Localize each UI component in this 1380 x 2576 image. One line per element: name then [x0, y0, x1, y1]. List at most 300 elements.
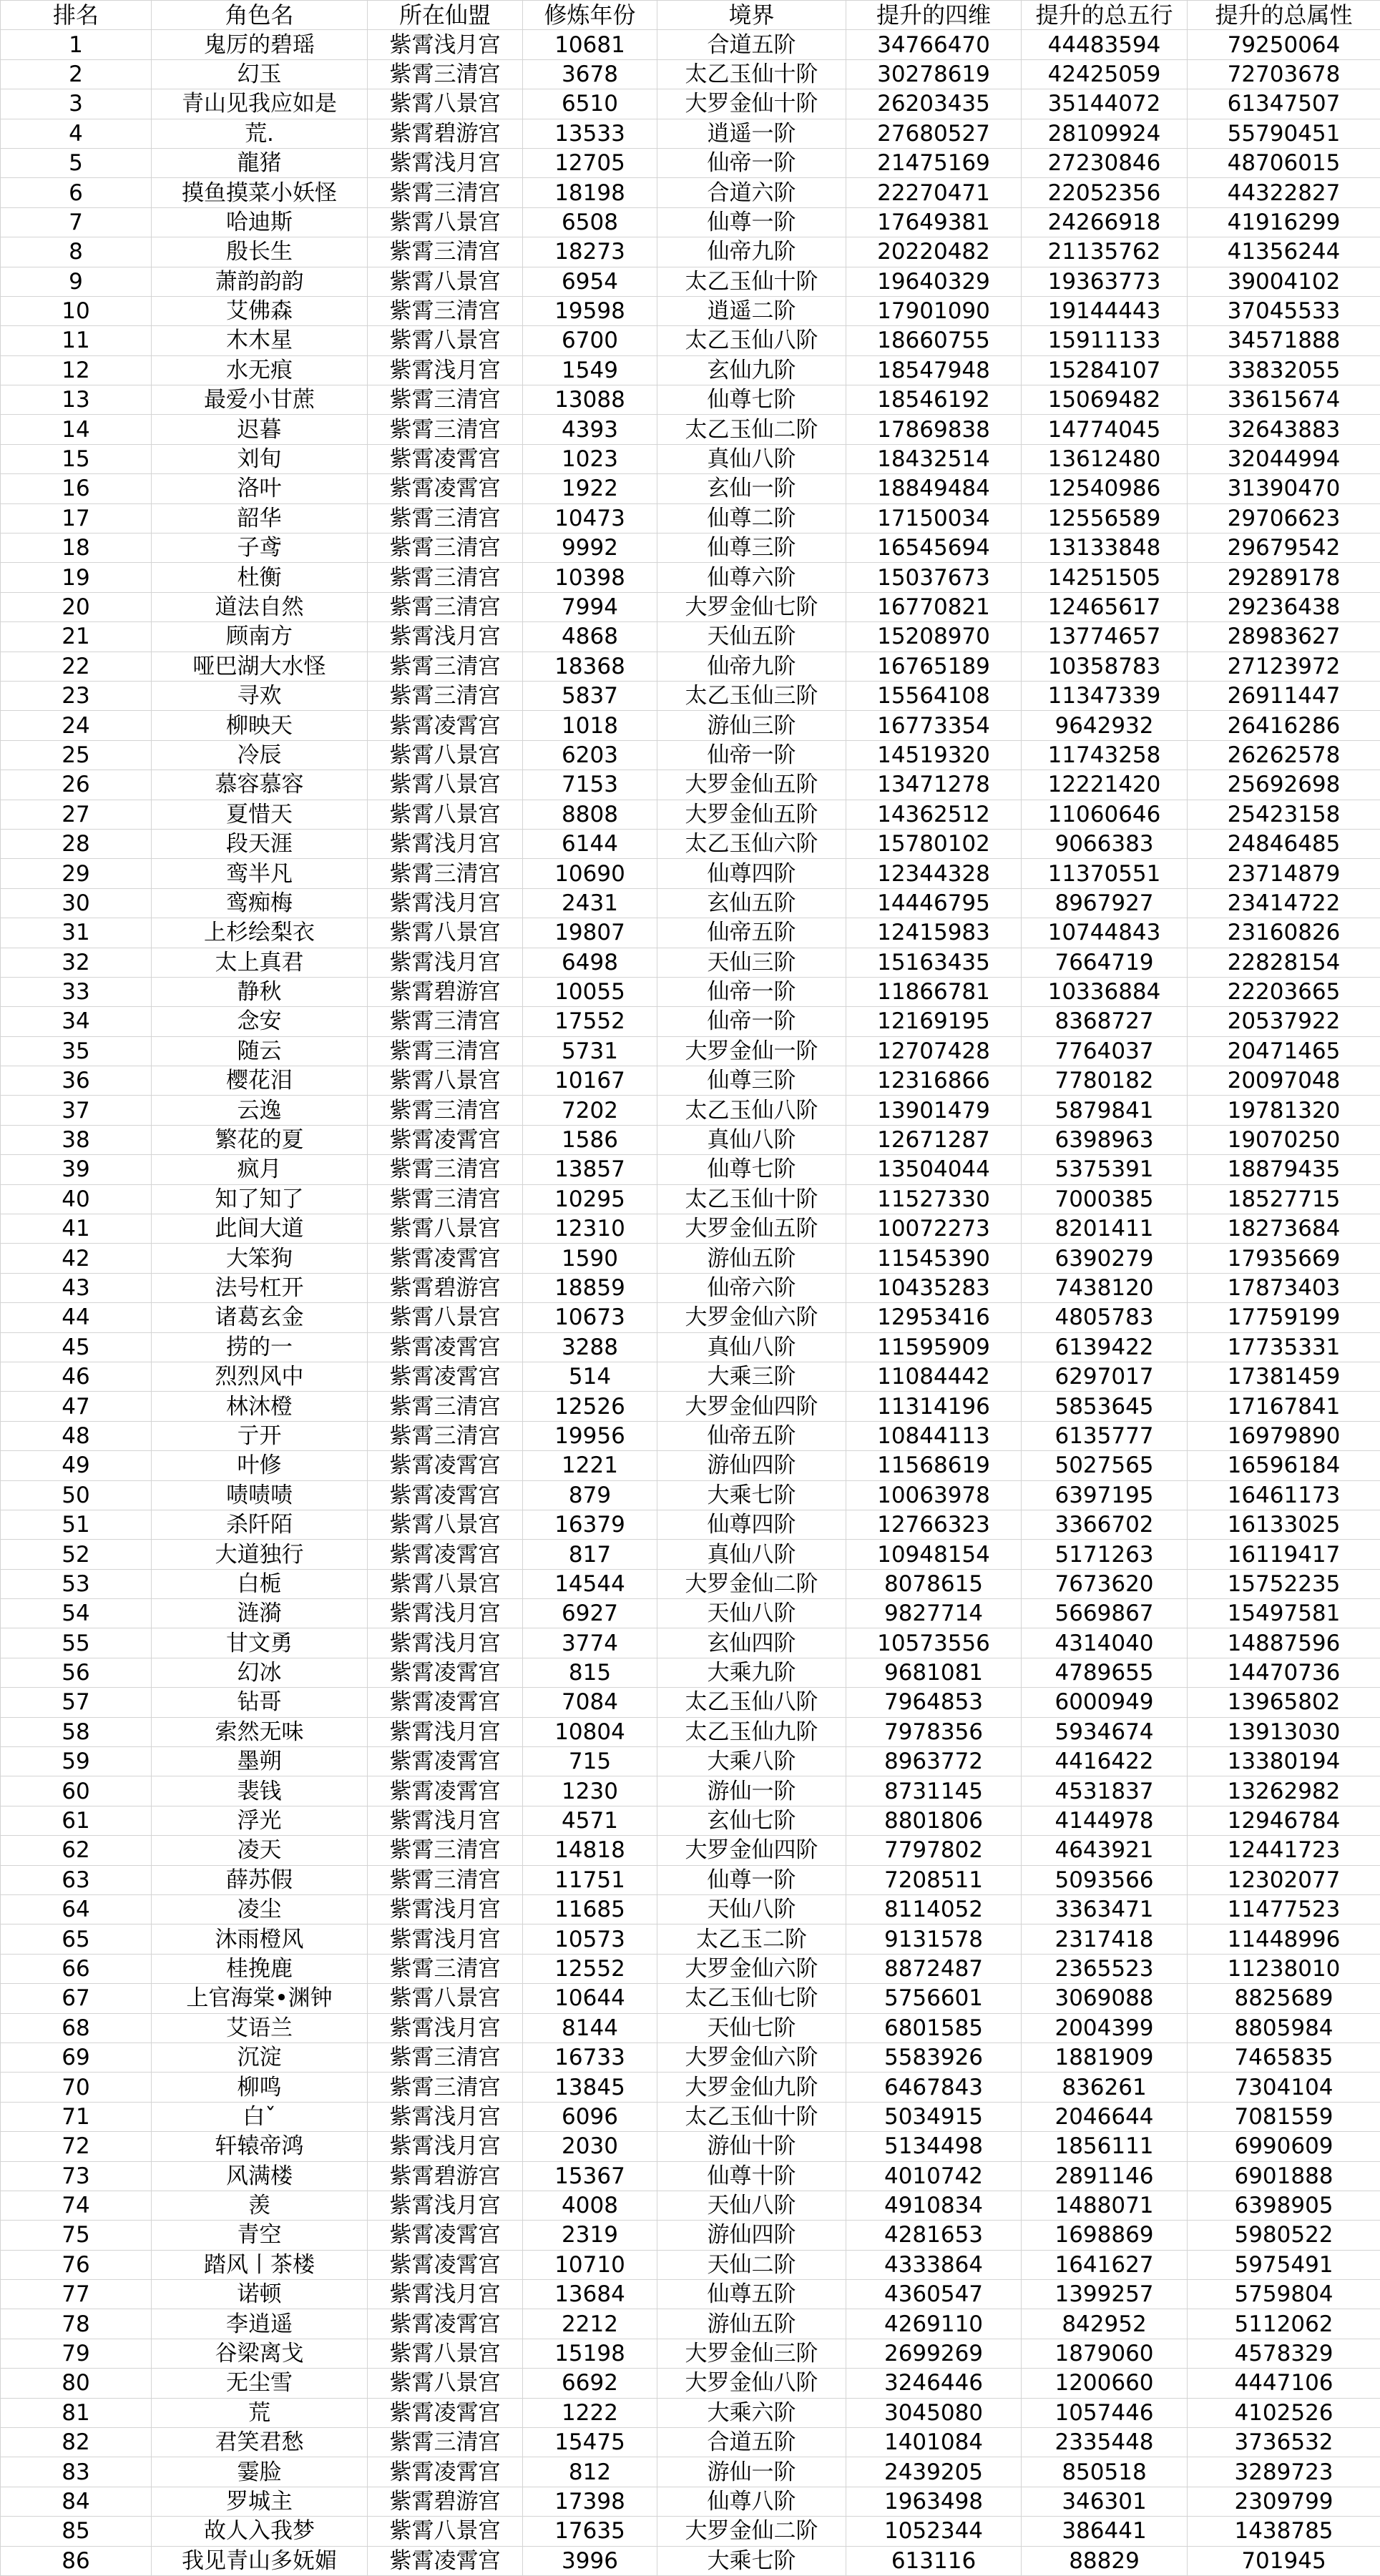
cell-character-name: 哈迪斯 — [152, 207, 368, 237]
cell-four-stats-gain: 2439205 — [846, 2457, 1022, 2487]
header-realm: 境界 — [657, 1, 846, 30]
cell-four-stats-gain: 613116 — [846, 2546, 1022, 2575]
cell-total-attributes-gain: 44322827 — [1188, 178, 1380, 207]
table-row — [1, 770, 1380, 800]
cell-five-elements-gain: 7664719 — [1022, 948, 1188, 977]
cell-total-attributes-gain: 31390470 — [1188, 474, 1380, 503]
cell-cultivation-years: 2319 — [523, 2221, 657, 2250]
cell-cultivation-years: 18198 — [523, 178, 657, 207]
cell-four-stats-gain: 11568619 — [846, 1451, 1022, 1480]
header-total-attributes-gain: 提升的总属性 — [1188, 1, 1380, 30]
cell-character-name: 艾佛森 — [152, 296, 368, 325]
cell-alliance: 紫霄三清宫 — [368, 681, 523, 710]
cell-four-stats-gain: 14362512 — [846, 800, 1022, 829]
cell-rank: 57 — [1, 1688, 152, 1717]
header-character-name: 角色名 — [152, 1, 368, 30]
cell-five-elements-gain: 5669867 — [1022, 1599, 1188, 1628]
cell-realm: 仙尊一阶 — [657, 1865, 846, 1894]
cell-rank: 82 — [1, 2428, 152, 2457]
table-row — [1, 1155, 1380, 1184]
table-row — [1, 2487, 1380, 2516]
cell-alliance: 紫霄浅月宫 — [368, 948, 523, 977]
cell-cultivation-years: 14818 — [523, 1836, 657, 1865]
cell-five-elements-gain: 8201411 — [1022, 1214, 1188, 1244]
cell-four-stats-gain: 12344328 — [846, 859, 1022, 888]
cell-five-elements-gain: 9066383 — [1022, 829, 1188, 858]
cell-total-attributes-gain: 3736532 — [1188, 2428, 1380, 2457]
cell-character-name: 烈烈风中 — [152, 1362, 368, 1391]
cell-five-elements-gain: 1698869 — [1022, 2221, 1188, 2250]
cell-alliance: 紫霄浅月宫 — [368, 1895, 523, 1924]
cell-alliance: 紫霄碧游宫 — [368, 977, 523, 1006]
cell-alliance: 紫霄三清宫 — [368, 1421, 523, 1450]
cell-character-name: 君笑君愁 — [152, 2428, 368, 2457]
cell-rank: 25 — [1, 740, 152, 770]
cell-rank: 86 — [1, 2546, 152, 2575]
cell-alliance: 紫霄八景宫 — [368, 800, 523, 829]
cell-cultivation-years: 1018 — [523, 711, 657, 740]
cell-five-elements-gain: 2046644 — [1022, 2102, 1188, 2131]
cell-realm: 大罗金仙三阶 — [657, 2339, 846, 2368]
cell-five-elements-gain: 3069088 — [1022, 1984, 1188, 2013]
cell-realm: 大乘七阶 — [657, 1480, 846, 1510]
cell-four-stats-gain: 4281653 — [846, 2221, 1022, 2250]
cell-character-name: 凌天 — [152, 1836, 368, 1865]
cell-total-attributes-gain: 24846485 — [1188, 829, 1380, 858]
cell-character-name: 殷长生 — [152, 237, 368, 267]
table-row — [1, 2250, 1380, 2279]
table-row — [1, 178, 1380, 207]
cell-five-elements-gain: 4531837 — [1022, 1776, 1188, 1806]
cell-five-elements-gain: 7764037 — [1022, 1036, 1188, 1066]
cell-character-name: 木木星 — [152, 326, 368, 355]
cell-total-attributes-gain: 72703678 — [1188, 59, 1380, 89]
cell-five-elements-gain: 42425059 — [1022, 59, 1188, 89]
cell-rank: 6 — [1, 178, 152, 207]
cell-total-attributes-gain: 18527715 — [1188, 1184, 1380, 1214]
cell-four-stats-gain: 19640329 — [846, 267, 1022, 296]
cell-cultivation-years: 1586 — [523, 1125, 657, 1154]
cell-four-stats-gain: 16545694 — [846, 534, 1022, 563]
cell-five-elements-gain: 5853645 — [1022, 1392, 1188, 1421]
cell-rank: 46 — [1, 1362, 152, 1391]
cell-four-stats-gain: 5134498 — [846, 2132, 1022, 2161]
cell-alliance: 紫霄八景宫 — [368, 2517, 523, 2546]
cell-rank: 75 — [1, 2221, 152, 2250]
cell-cultivation-years: 10690 — [523, 859, 657, 888]
cell-character-name: 水无痕 — [152, 355, 368, 385]
cell-total-attributes-gain: 16461173 — [1188, 1480, 1380, 1510]
cell-total-attributes-gain: 11448996 — [1188, 1924, 1380, 1954]
table-row — [1, 1688, 1380, 1717]
cell-cultivation-years: 7153 — [523, 770, 657, 800]
cell-four-stats-gain: 4360547 — [846, 2280, 1022, 2309]
cell-total-attributes-gain: 7465835 — [1188, 2042, 1380, 2072]
cell-four-stats-gain: 11866781 — [846, 977, 1022, 1006]
cell-realm: 天仙八阶 — [657, 1599, 846, 1628]
cell-cultivation-years: 1549 — [523, 355, 657, 385]
table-row — [1, 681, 1380, 710]
cell-total-attributes-gain: 8805984 — [1188, 2013, 1380, 2042]
cell-alliance: 紫霄八景宫 — [368, 326, 523, 355]
cell-five-elements-gain: 1057446 — [1022, 2398, 1188, 2427]
cell-alliance: 紫霄浅月宫 — [368, 1717, 523, 1746]
cell-cultivation-years: 10573 — [523, 1924, 657, 1954]
cell-five-elements-gain: 19363773 — [1022, 267, 1188, 296]
cell-rank: 2 — [1, 59, 152, 89]
cell-four-stats-gain: 11527330 — [846, 1184, 1022, 1214]
cell-rank: 84 — [1, 2487, 152, 2516]
cell-alliance: 紫霄浅月宫 — [368, 622, 523, 652]
cell-alliance: 紫霄三清宫 — [368, 1836, 523, 1865]
cell-four-stats-gain: 8872487 — [846, 1954, 1022, 1983]
table-row — [1, 2546, 1380, 2575]
cell-cultivation-years: 3996 — [523, 2546, 657, 2575]
cell-realm: 游仙一阶 — [657, 1776, 846, 1806]
cell-five-elements-gain: 5093566 — [1022, 1865, 1188, 1894]
cell-character-name: 段天涯 — [152, 829, 368, 858]
cell-realm: 大罗金仙四阶 — [657, 1392, 846, 1421]
cell-five-elements-gain: 14251505 — [1022, 563, 1188, 592]
cell-total-attributes-gain: 16119417 — [1188, 1540, 1380, 1569]
cell-alliance: 紫霄八景宫 — [368, 918, 523, 948]
cell-alliance: 紫霄浅月宫 — [368, 30, 523, 59]
cell-four-stats-gain: 12671287 — [846, 1125, 1022, 1154]
cell-four-stats-gain: 13471278 — [846, 770, 1022, 800]
cell-five-elements-gain: 7673620 — [1022, 1569, 1188, 1598]
cell-four-stats-gain: 12707428 — [846, 1036, 1022, 1066]
table-row — [1, 563, 1380, 592]
cell-four-stats-gain: 22270471 — [846, 178, 1022, 207]
cell-rank: 23 — [1, 681, 152, 710]
cell-four-stats-gain: 7208511 — [846, 1865, 1022, 1894]
cell-character-name: 无尘雪 — [152, 2369, 368, 2398]
cell-cultivation-years: 18368 — [523, 652, 657, 681]
cell-four-stats-gain: 17869838 — [846, 415, 1022, 444]
cell-rank: 69 — [1, 2042, 152, 2072]
cell-total-attributes-gain: 23160826 — [1188, 918, 1380, 948]
cell-realm: 游仙一阶 — [657, 2457, 846, 2487]
cell-total-attributes-gain: 12302077 — [1188, 1865, 1380, 1894]
cell-five-elements-gain: 7780182 — [1022, 1066, 1188, 1096]
cell-rank: 20 — [1, 592, 152, 621]
cell-rank: 50 — [1, 1480, 152, 1510]
cell-realm: 太乙玉仙八阶 — [657, 1688, 846, 1717]
cell-rank: 64 — [1, 1895, 152, 1924]
cell-alliance: 紫霄凌霄宫 — [368, 2221, 523, 2250]
cell-five-elements-gain: 11347339 — [1022, 681, 1188, 710]
cell-character-name: 艾语兰 — [152, 2013, 368, 2042]
cell-rank: 34 — [1, 1007, 152, 1036]
cell-character-name: 迟暮 — [152, 415, 368, 444]
cell-four-stats-gain: 11595909 — [846, 1332, 1022, 1362]
table-row — [1, 1806, 1380, 1835]
cell-four-stats-gain: 16770821 — [846, 592, 1022, 621]
cell-rank: 21 — [1, 622, 152, 652]
cell-character-name: 摸鱼摸菜小妖怪 — [152, 178, 368, 207]
cell-realm: 仙帝一阶 — [657, 1007, 846, 1036]
cell-alliance: 紫霄三清宫 — [368, 503, 523, 533]
cell-four-stats-gain: 4010742 — [846, 2161, 1022, 2191]
cell-alliance: 紫霄浅月宫 — [368, 355, 523, 385]
cell-realm: 仙帝九阶 — [657, 237, 846, 267]
cell-total-attributes-gain: 17735331 — [1188, 1332, 1380, 1362]
cell-total-attributes-gain: 26262578 — [1188, 740, 1380, 770]
table-row — [1, 1510, 1380, 1539]
cell-five-elements-gain: 1641627 — [1022, 2250, 1188, 2279]
cell-rank: 83 — [1, 2457, 152, 2487]
cell-cultivation-years: 16733 — [523, 2042, 657, 2072]
cell-realm: 太乙玉仙十阶 — [657, 1184, 846, 1214]
cell-realm: 大罗金仙六阶 — [657, 2042, 846, 2072]
cell-character-name: 轩辕帝鸿 — [152, 2132, 368, 2161]
cell-cultivation-years: 18859 — [523, 1273, 657, 1302]
table-row — [1, 89, 1380, 119]
cell-realm: 大罗金仙八阶 — [657, 2369, 846, 2398]
cell-five-elements-gain: 6297017 — [1022, 1362, 1188, 1391]
cell-total-attributes-gain: 29679542 — [1188, 534, 1380, 563]
cell-cultivation-years: 6510 — [523, 89, 657, 119]
cell-realm: 仙帝五阶 — [657, 1421, 846, 1450]
cell-cultivation-years: 4008 — [523, 2191, 657, 2220]
cell-rank: 62 — [1, 1836, 152, 1865]
cell-character-name: 太上真君 — [152, 948, 368, 977]
cell-realm: 真仙八阶 — [657, 1125, 846, 1154]
cell-character-name: 顾南方 — [152, 622, 368, 652]
cell-realm: 仙帝一阶 — [657, 977, 846, 1006]
cell-four-stats-gain: 17150034 — [846, 503, 1022, 533]
cell-realm: 天仙八阶 — [657, 2191, 846, 2220]
cell-alliance: 紫霄八景宫 — [368, 2369, 523, 2398]
table-row — [1, 2013, 1380, 2042]
cell-alliance: 紫霄凌霄宫 — [368, 2398, 523, 2427]
cell-five-elements-gain: 10336884 — [1022, 977, 1188, 1006]
cell-four-stats-gain: 15037673 — [846, 563, 1022, 592]
table-row — [1, 592, 1380, 621]
cell-cultivation-years: 2212 — [523, 2309, 657, 2339]
cell-cultivation-years: 1221 — [523, 1451, 657, 1480]
table-row — [1, 59, 1380, 89]
cell-four-stats-gain: 5034915 — [846, 2102, 1022, 2131]
cell-rank: 33 — [1, 977, 152, 1006]
cell-realm: 太乙玉仙九阶 — [657, 1717, 846, 1746]
cell-total-attributes-gain: 29706623 — [1188, 503, 1380, 533]
cell-total-attributes-gain: 34571888 — [1188, 326, 1380, 355]
cell-total-attributes-gain: 17935669 — [1188, 1244, 1380, 1273]
cell-realm: 大罗金仙六阶 — [657, 1954, 846, 1983]
cell-realm: 太乙玉仙六阶 — [657, 829, 846, 858]
table-row — [1, 800, 1380, 829]
cell-rank: 74 — [1, 2191, 152, 2220]
cell-five-elements-gain: 10358783 — [1022, 652, 1188, 681]
table-row — [1, 2221, 1380, 2250]
cell-cultivation-years: 17635 — [523, 2517, 657, 2546]
cell-alliance: 紫霄三清宫 — [368, 592, 523, 621]
cell-rank: 12 — [1, 355, 152, 385]
cell-five-elements-gain: 13774657 — [1022, 622, 1188, 652]
cell-character-name: 洛叶 — [152, 474, 368, 503]
cell-five-elements-gain: 2335448 — [1022, 2428, 1188, 2457]
cell-five-elements-gain: 6397195 — [1022, 1480, 1188, 1510]
cell-total-attributes-gain: 6990609 — [1188, 2132, 1380, 2161]
cell-realm: 仙帝九阶 — [657, 652, 846, 681]
cell-cultivation-years: 514 — [523, 1362, 657, 1391]
cell-total-attributes-gain: 4447106 — [1188, 2369, 1380, 2398]
cell-four-stats-gain: 14446795 — [846, 888, 1022, 918]
table-row — [1, 1599, 1380, 1628]
cell-alliance: 紫霄凌霄宫 — [368, 2250, 523, 2279]
cell-rank: 48 — [1, 1421, 152, 1450]
cell-cultivation-years: 3774 — [523, 1628, 657, 1658]
cell-four-stats-gain: 18432514 — [846, 444, 1022, 473]
table-row — [1, 1776, 1380, 1806]
cell-five-elements-gain: 12540986 — [1022, 474, 1188, 503]
cell-realm: 玄仙五阶 — [657, 888, 846, 918]
cell-total-attributes-gain: 5759804 — [1188, 2280, 1380, 2309]
cell-five-elements-gain: 4643921 — [1022, 1836, 1188, 1865]
cell-character-name: 萧韵韵韵 — [152, 267, 368, 296]
cell-rank: 14 — [1, 415, 152, 444]
cell-total-attributes-gain: 7081559 — [1188, 2102, 1380, 2131]
cell-alliance: 紫霄八景宫 — [368, 1303, 523, 1332]
cell-character-name: 樱花泪 — [152, 1066, 368, 1096]
cell-four-stats-gain: 17649381 — [846, 207, 1022, 237]
cell-character-name: 大笨狗 — [152, 1244, 368, 1273]
cell-cultivation-years: 6927 — [523, 1599, 657, 1628]
cell-rank: 24 — [1, 711, 152, 740]
cell-four-stats-gain: 8114052 — [846, 1895, 1022, 1924]
table-row — [1, 444, 1380, 473]
table-row — [1, 2369, 1380, 2398]
cell-four-stats-gain: 12415983 — [846, 918, 1022, 948]
cell-cultivation-years: 10167 — [523, 1066, 657, 1096]
cell-four-stats-gain: 13504044 — [846, 1155, 1022, 1184]
cell-five-elements-gain: 4144978 — [1022, 1806, 1188, 1835]
cell-realm: 真仙八阶 — [657, 1540, 846, 1569]
cell-rank: 40 — [1, 1184, 152, 1214]
cell-cultivation-years: 12705 — [523, 148, 657, 177]
cell-character-name: 龍猪 — [152, 148, 368, 177]
cell-cultivation-years: 6508 — [523, 207, 657, 237]
cell-alliance: 紫霄八景宫 — [368, 770, 523, 800]
cell-five-elements-gain: 1200660 — [1022, 2369, 1188, 2398]
table-row — [1, 2309, 1380, 2339]
cell-four-stats-gain: 11314196 — [846, 1392, 1022, 1421]
header-four-stats-gain: 提升的四维 — [846, 1, 1022, 30]
cell-total-attributes-gain: 16133025 — [1188, 1510, 1380, 1539]
cell-alliance: 紫霄凌霄宫 — [368, 444, 523, 473]
cell-cultivation-years: 10804 — [523, 1717, 657, 1746]
cell-total-attributes-gain: 39004102 — [1188, 267, 1380, 296]
table-row — [1, 1214, 1380, 1244]
cell-four-stats-gain: 8963772 — [846, 1747, 1022, 1776]
cell-five-elements-gain: 21135762 — [1022, 237, 1188, 267]
cell-total-attributes-gain: 61347507 — [1188, 89, 1380, 119]
cell-four-stats-gain: 9131578 — [846, 1924, 1022, 1954]
cell-total-attributes-gain: 48706015 — [1188, 148, 1380, 177]
cell-realm: 太乙玉仙三阶 — [657, 681, 846, 710]
cell-realm: 大乘三阶 — [657, 1362, 846, 1391]
cell-alliance: 紫霄凌霄宫 — [368, 1658, 523, 1687]
cell-realm: 仙尊三阶 — [657, 1066, 846, 1096]
cell-five-elements-gain: 4416422 — [1022, 1747, 1188, 1776]
table-row — [1, 207, 1380, 237]
cell-total-attributes-gain: 7304104 — [1188, 2073, 1380, 2102]
cell-five-elements-gain: 8368727 — [1022, 1007, 1188, 1036]
cell-cultivation-years: 10644 — [523, 1984, 657, 2013]
cell-four-stats-gain: 5583926 — [846, 2042, 1022, 2072]
cell-cultivation-years: 10473 — [523, 503, 657, 533]
cell-five-elements-gain: 14774045 — [1022, 415, 1188, 444]
cell-realm: 天仙五阶 — [657, 622, 846, 652]
cell-alliance: 紫霄三清宫 — [368, 563, 523, 592]
cell-total-attributes-gain: 5980522 — [1188, 2221, 1380, 2250]
cell-total-attributes-gain: 4578329 — [1188, 2339, 1380, 2368]
cell-rank: 72 — [1, 2132, 152, 2161]
cell-total-attributes-gain: 4102526 — [1188, 2398, 1380, 2427]
cell-total-attributes-gain: 32643883 — [1188, 415, 1380, 444]
cell-realm: 大罗金仙四阶 — [657, 1836, 846, 1865]
cell-realm: 仙尊四阶 — [657, 859, 846, 888]
cell-realm: 大罗金仙六阶 — [657, 1303, 846, 1332]
cell-five-elements-gain: 13612480 — [1022, 444, 1188, 473]
cell-rank: 28 — [1, 829, 152, 858]
cell-alliance: 紫霄三清宫 — [368, 652, 523, 681]
cell-four-stats-gain: 15780102 — [846, 829, 1022, 858]
table-row — [1, 1540, 1380, 1569]
cell-alliance: 紫霄三清宫 — [368, 1865, 523, 1894]
cell-five-elements-gain: 836261 — [1022, 2073, 1188, 2102]
cell-four-stats-gain: 30278619 — [846, 59, 1022, 89]
cell-cultivation-years: 6700 — [523, 326, 657, 355]
cell-four-stats-gain: 14519320 — [846, 740, 1022, 770]
cell-rank: 47 — [1, 1392, 152, 1421]
cell-four-stats-gain: 3246446 — [846, 2369, 1022, 2398]
cell-four-stats-gain: 20220482 — [846, 237, 1022, 267]
cell-rank: 13 — [1, 385, 152, 415]
cell-four-stats-gain: 8731145 — [846, 1776, 1022, 1806]
cell-rank: 31 — [1, 918, 152, 948]
cell-five-elements-gain: 5879841 — [1022, 1096, 1188, 1125]
cell-five-elements-gain: 44483594 — [1022, 30, 1188, 59]
cell-five-elements-gain: 1881909 — [1022, 2042, 1188, 2072]
cell-character-name: 甘文勇 — [152, 1628, 368, 1658]
table-row — [1, 1332, 1380, 1362]
cell-total-attributes-gain: 41356244 — [1188, 237, 1380, 267]
cell-realm: 大罗金仙九阶 — [657, 2073, 846, 2102]
table-row — [1, 948, 1380, 977]
cell-rank: 26 — [1, 770, 152, 800]
cell-rank: 56 — [1, 1658, 152, 1687]
table-row — [1, 622, 1380, 652]
cell-cultivation-years: 8144 — [523, 2013, 657, 2042]
cell-cultivation-years: 13857 — [523, 1155, 657, 1184]
cell-four-stats-gain: 34766470 — [846, 30, 1022, 59]
cell-total-attributes-gain: 32044994 — [1188, 444, 1380, 473]
cell-alliance: 紫霄凌霄宫 — [368, 2309, 523, 2339]
cell-total-attributes-gain: 11238010 — [1188, 1954, 1380, 1983]
cell-total-attributes-gain: 15497581 — [1188, 1599, 1380, 1628]
cell-realm: 大罗金仙一阶 — [657, 1036, 846, 1066]
cell-five-elements-gain: 13133848 — [1022, 534, 1188, 563]
cell-character-name: 白栀 — [152, 1569, 368, 1598]
cell-character-name: 李逍遥 — [152, 2309, 368, 2339]
cell-alliance: 紫霄浅月宫 — [368, 829, 523, 858]
cell-total-attributes-gain: 17873403 — [1188, 1273, 1380, 1302]
cell-cultivation-years: 13684 — [523, 2280, 657, 2309]
cell-rank: 53 — [1, 1569, 152, 1598]
table-row — [1, 1007, 1380, 1036]
